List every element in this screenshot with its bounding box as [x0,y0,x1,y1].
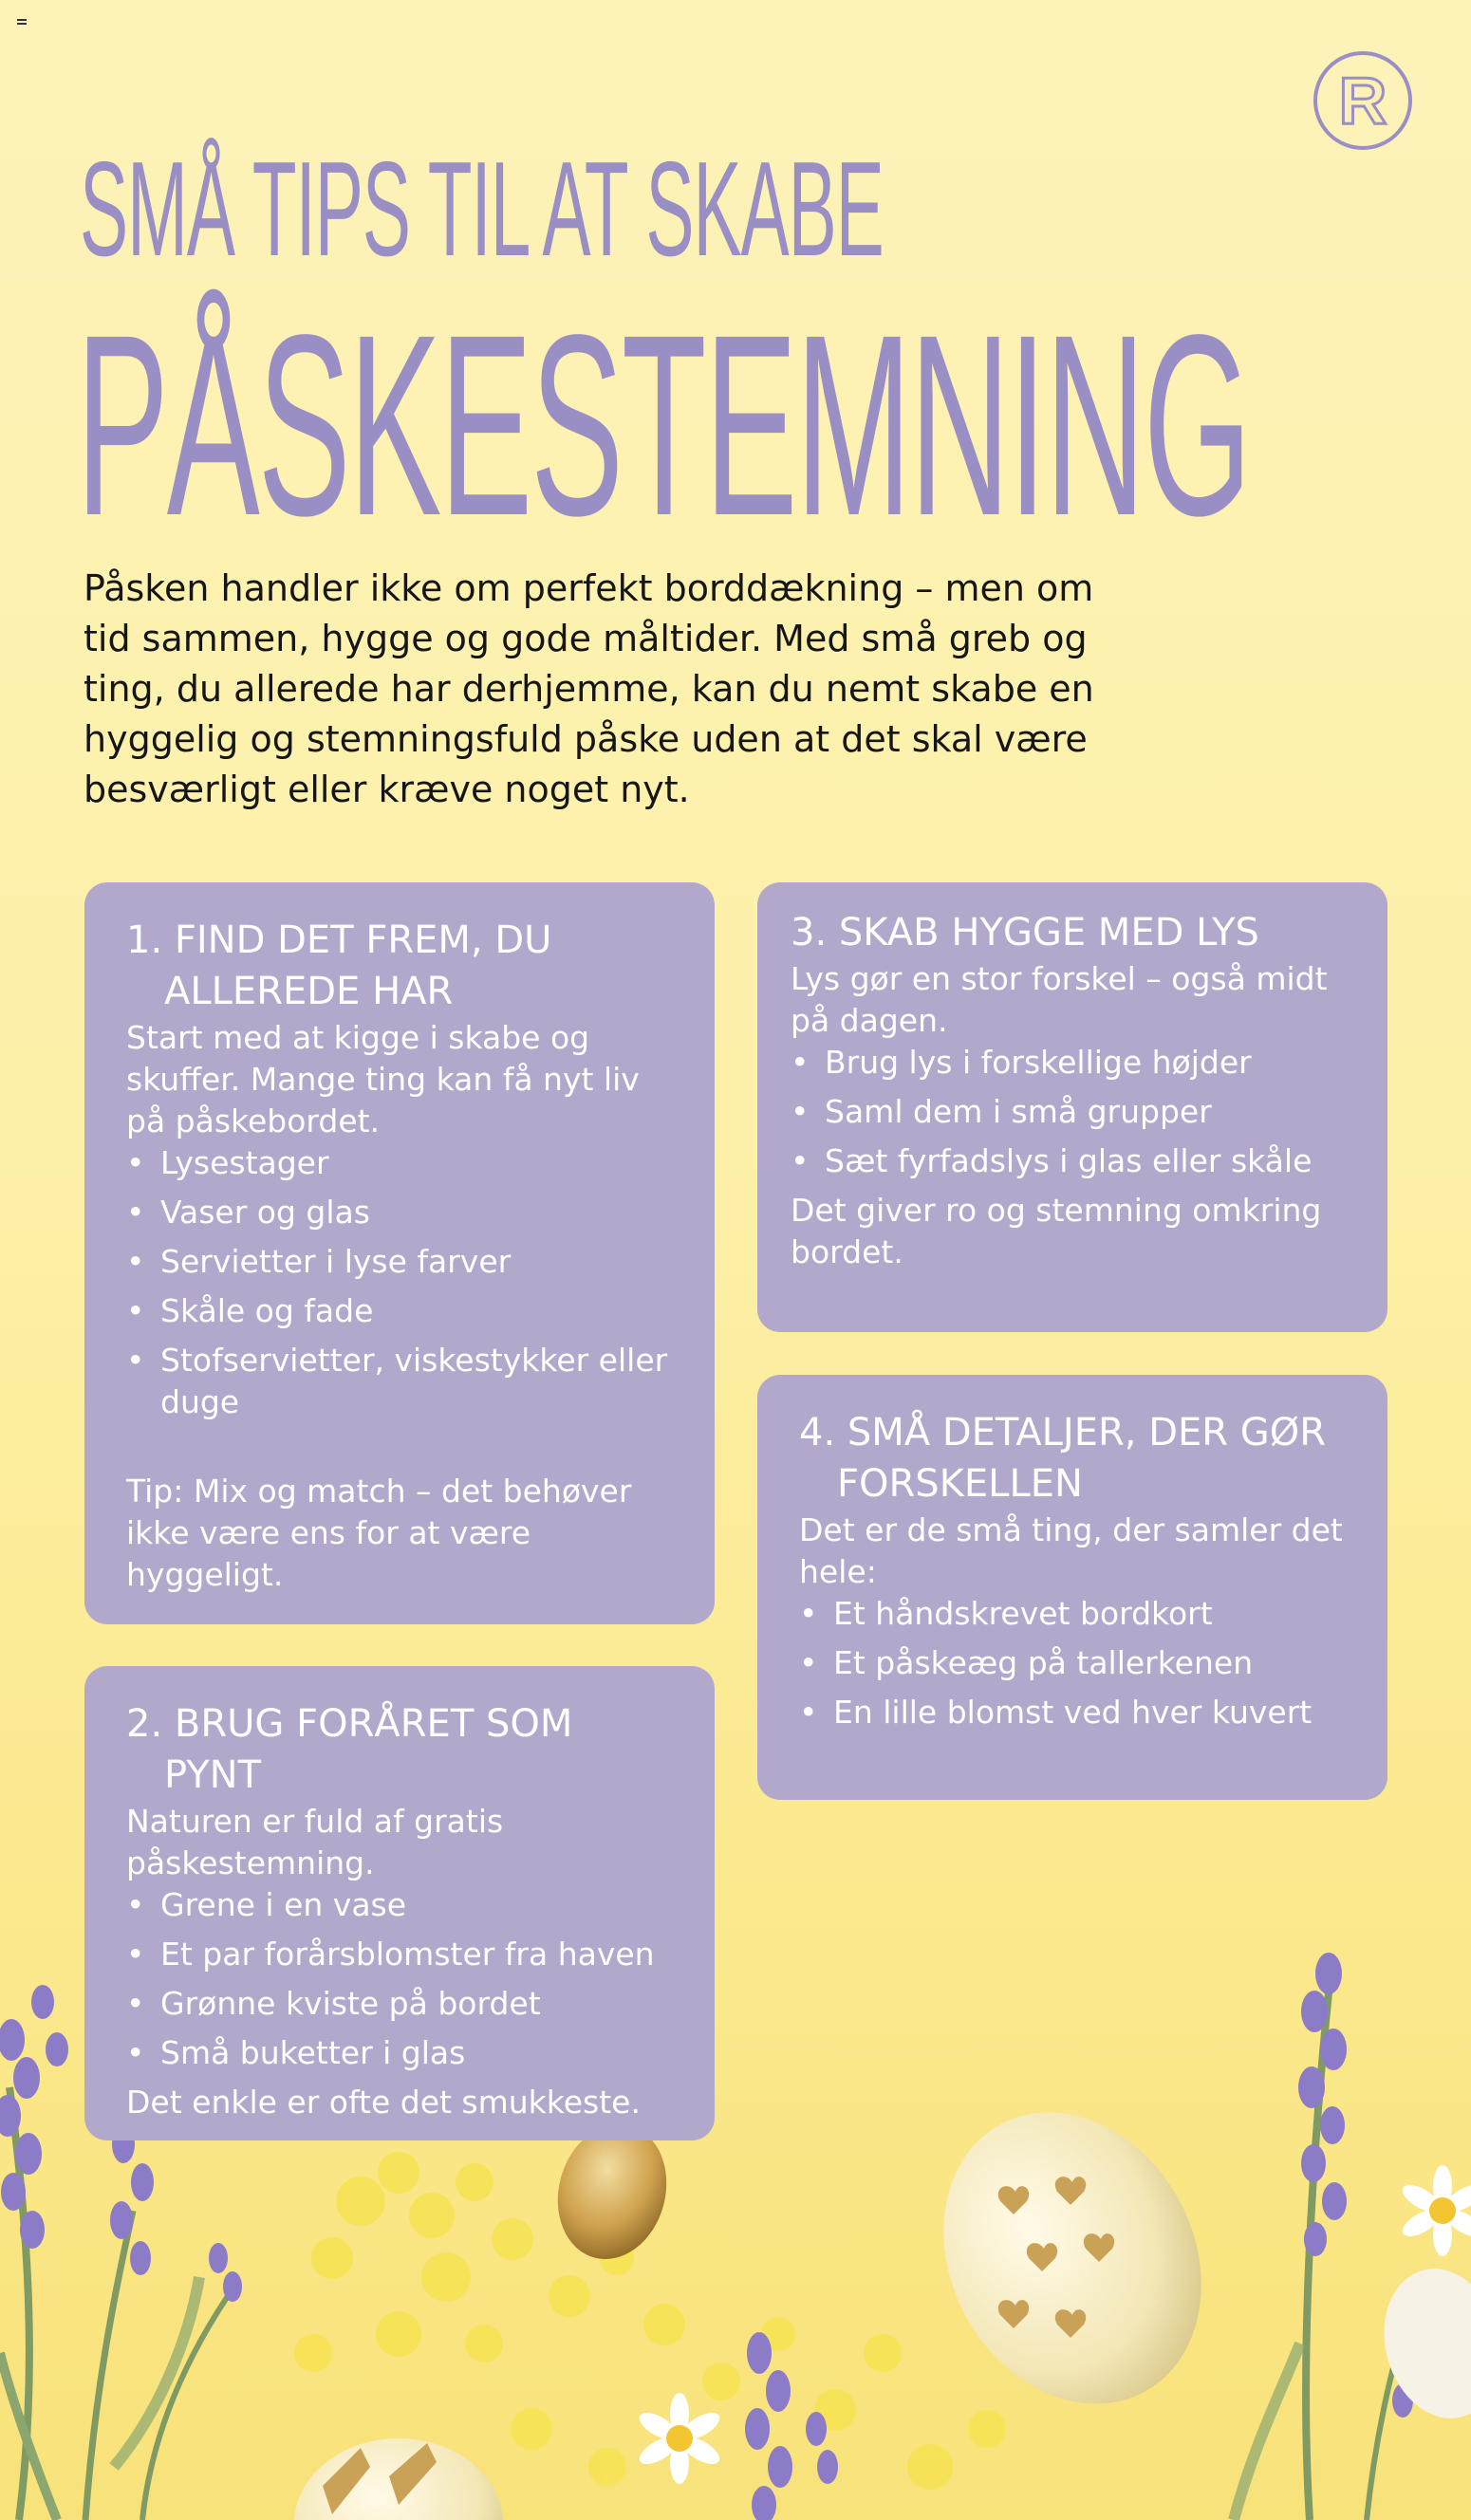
list-item: • Lysestager [126,1142,677,1184]
card-list [791,1042,1350,1182]
tip-card-1 [84,882,715,1624]
lavender-icon [1234,1953,1430,2520]
card-lead: Lys gør en stor forskel – også midt på dagen. [791,960,1328,1039]
list-item: • En lille blomst ved hver kuvert [799,1692,1350,1733]
card-lead: Det er de små ting, der samler det hele: [799,1511,1343,1590]
list-item: • Brug lys i forskellige højder [791,1042,1350,1084]
card-footer: Det enkle er ofte det smukkeste. [126,2084,641,2121]
list-item: • Vaser og glas [126,1192,677,1233]
list-item: • Stofservietter, viskestykker eller duge [126,1340,677,1423]
card-title: 3. SKAB HYGGE MED LYS [791,911,1259,954]
list-item: • Grønne kviste på bordet [126,1983,677,2025]
list-item: • Små buketter i glas [126,2032,677,2074]
card-title: 1. FIND DET FREM, DU ALLEREDE HAR [126,918,552,1013]
card-lead: Start med at kigge i skabe og skuffer. Mange ting kan få nyt liv på påskebordet. [126,1019,640,1140]
card-footer: Det giver ro og stemning omkring bordet. [791,1192,1322,1270]
list-item: • Skåle og fade [126,1290,677,1332]
hamburger-icon[interactable] [17,19,27,27]
card-title: 2. BRUG FORÅRET SOM PYNT [126,1702,573,1797]
card-footer: Tip: Mix og match – det behøver ikke være ens for at være hyggeligt. [126,1473,632,1593]
tip-card-2 [84,1666,715,2140]
logo-letter: R [1338,64,1387,138]
card-title: 4. SMÅ DETALJER, DER GØR FORSKELLEN [799,1411,1327,1506]
card-list [126,1142,677,1423]
list-item: • Sæt fyrfadslys i glas eller skåle [791,1140,1350,1182]
page-subtitle: SMÅ TIPS TIL AT SKABE [80,134,884,285]
card-list [126,1884,677,2074]
card-lead: Naturen er fuld af gratis påskestemning. [126,1803,504,1881]
list-item: • Servietter i lyse farver [126,1241,677,1283]
intro-paragraph: Påsken handler ikke om perfekt borddækning – men om tid sammen, hygge og gode måltider. Med små greb og ting, du allerede har derhjemme, kan du nemt skabe en hyggelig og stemningsfuld påske uden at det skal være besværligt eller kræve noget nyt. [84,567,1094,810]
brand-logo[interactable] [1313,51,1412,150]
list-item: • Grene i en vase [126,1884,677,1926]
list-item: • Saml dem i små grupper [791,1091,1350,1133]
tip-card-4 [757,1375,1387,1800]
list-item: • Et par forårsblomster fra haven [126,1934,677,1975]
page-title: PÅSKESTEMNING [76,281,1250,569]
list-item: • Et påskeæg på tallerkenen [799,1642,1350,1684]
list-item: • Et håndskrevet bordkort [799,1593,1350,1635]
tip-card-3 [757,882,1387,1332]
card-list [799,1593,1350,1733]
